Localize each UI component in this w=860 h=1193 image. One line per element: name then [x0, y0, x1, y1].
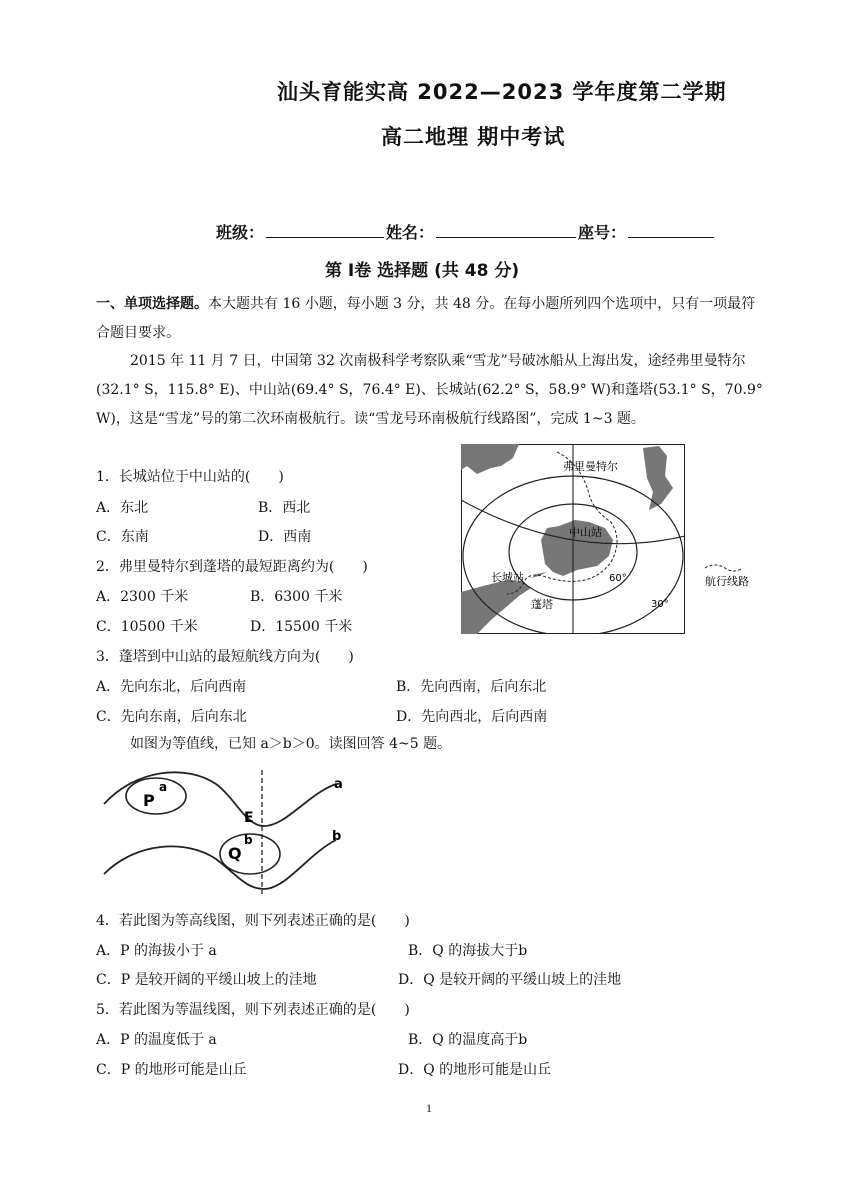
q5-option-d[interactable]: D．Q 的地形可能是山丘: [398, 1062, 552, 1078]
legend-route-sample: [705, 565, 743, 571]
q5-stem: 5．若此图为等温线图，则下列表述正确的是( ): [96, 1002, 410, 1018]
label-fremantle: 弗里曼特尔: [563, 460, 618, 473]
q4-option-d[interactable]: D．Q 是较开阔的平缓山坡上的洼地: [398, 972, 622, 988]
passage-1: 2015 年 11 月 7 日，中国第 32 次南极科学考察队乘“雪龙”号破冰船从上海出发，途经弗里曼特尔(32.1° S，115.8° E)、中山站(69.4° S，76.4° E)、长城站(62.2° S，58.9° W)和蓬塔(53.1° S，70.9° W)，这是“雪龙”号的第二次环南极航行。读“雪龙号环南极航行线路图”，完成 1~3 题。: [96, 353, 763, 427]
q1-option-b[interactable]: B．西北: [258, 500, 311, 516]
label-q: Q: [228, 844, 242, 863]
exam-title-line2: 高二地理 期中考试: [381, 125, 566, 149]
exam-title-line1: 汕头育能实高 2022—2023 学年度第二学期: [277, 80, 727, 104]
student-info-row: [216, 220, 716, 243]
antarctic-route-map: [461, 444, 769, 634]
label-30: 30°: [651, 599, 669, 610]
q3-option-b[interactable]: B．先向西南，后向东北: [396, 679, 547, 695]
q1-option-a[interactable]: A．东北: [96, 500, 149, 516]
q2-option-b[interactable]: B．6300 千米: [250, 589, 343, 605]
isoline-b: [104, 840, 336, 889]
label-p: P: [143, 791, 155, 810]
q4-option-c[interactable]: C．P 是较开阔的平缓山坡上的洼地: [96, 972, 317, 988]
q2-option-a[interactable]: A．2300 千米: [96, 589, 189, 605]
q1-option-c[interactable]: C．东南: [96, 529, 149, 545]
passage-2: 如图为等值线，已知 a＞b＞0。读图回答 4~5 题。: [130, 736, 452, 752]
q4-option-b[interactable]: B．Q 的海拔大于b: [408, 943, 528, 959]
closed-isoline-p: [126, 778, 186, 814]
label-a-inner: a: [159, 780, 168, 794]
isoline-diagram: [96, 764, 352, 896]
q2-stem: 2．弗里曼特尔到蓬塔的最短距离约为( ): [96, 559, 368, 575]
q1-stem: 1．长城站位于中山站的( ): [96, 469, 284, 485]
label-b: b: [332, 829, 342, 844]
q5-option-b[interactable]: B．Q 的温度高于b: [408, 1032, 528, 1048]
section-title: 第 Ⅰ卷 选择题 (共 48 分): [325, 261, 520, 281]
label-e: E: [244, 810, 254, 826]
name-field[interactable]: [436, 221, 576, 238]
seat-label: 座号：: [578, 223, 627, 242]
label-changcheng: 长城站: [491, 571, 524, 584]
class-label: 班级：: [216, 223, 265, 242]
q3-option-c[interactable]: C．先向东南，后向东北: [96, 709, 247, 725]
instructions: [96, 290, 768, 348]
instructions-lead: 一、单项选择题。: [96, 296, 208, 312]
label-b-inner: b: [244, 833, 253, 847]
label-a: a: [334, 777, 343, 792]
q3-option-a[interactable]: A．先向东北，后向西南: [96, 679, 247, 695]
legend-route-label: 航行线路: [705, 575, 749, 588]
name-label: 姓名：: [386, 223, 435, 242]
q2-option-d[interactable]: D．15500 千米: [250, 619, 353, 635]
class-field[interactable]: [266, 221, 384, 238]
label-zhongshan: 中山站: [569, 526, 602, 539]
q5-option-c[interactable]: C．P 的地形可能是山丘: [96, 1062, 247, 1078]
q4-stem: 4．若此图为等高线图，则下列表述正确的是( ): [96, 913, 410, 929]
label-punta: 蓬塔: [531, 598, 553, 611]
q3-stem: 3．蓬塔到中山站的最短航线方向为( ): [96, 649, 354, 665]
instructions-text: 本大题共有 16 小题，每小题 3 分，共 48 分。在每小题所列四个选项中，只有一项最符合题目要求。: [96, 296, 756, 341]
q5-option-a[interactable]: A．P 的温度低于 a: [96, 1032, 217, 1048]
q1-option-d[interactable]: D．西南: [258, 529, 312, 545]
q3-option-d[interactable]: D．先向西北，后向西南: [396, 709, 548, 725]
q4-option-a[interactable]: A．P 的海拔小于 a: [96, 943, 217, 959]
seat-field[interactable]: [628, 221, 714, 238]
page-number: 1: [426, 1101, 432, 1115]
label-60: 60°: [609, 573, 627, 584]
q2-option-c[interactable]: C．10500 千米: [96, 619, 198, 635]
